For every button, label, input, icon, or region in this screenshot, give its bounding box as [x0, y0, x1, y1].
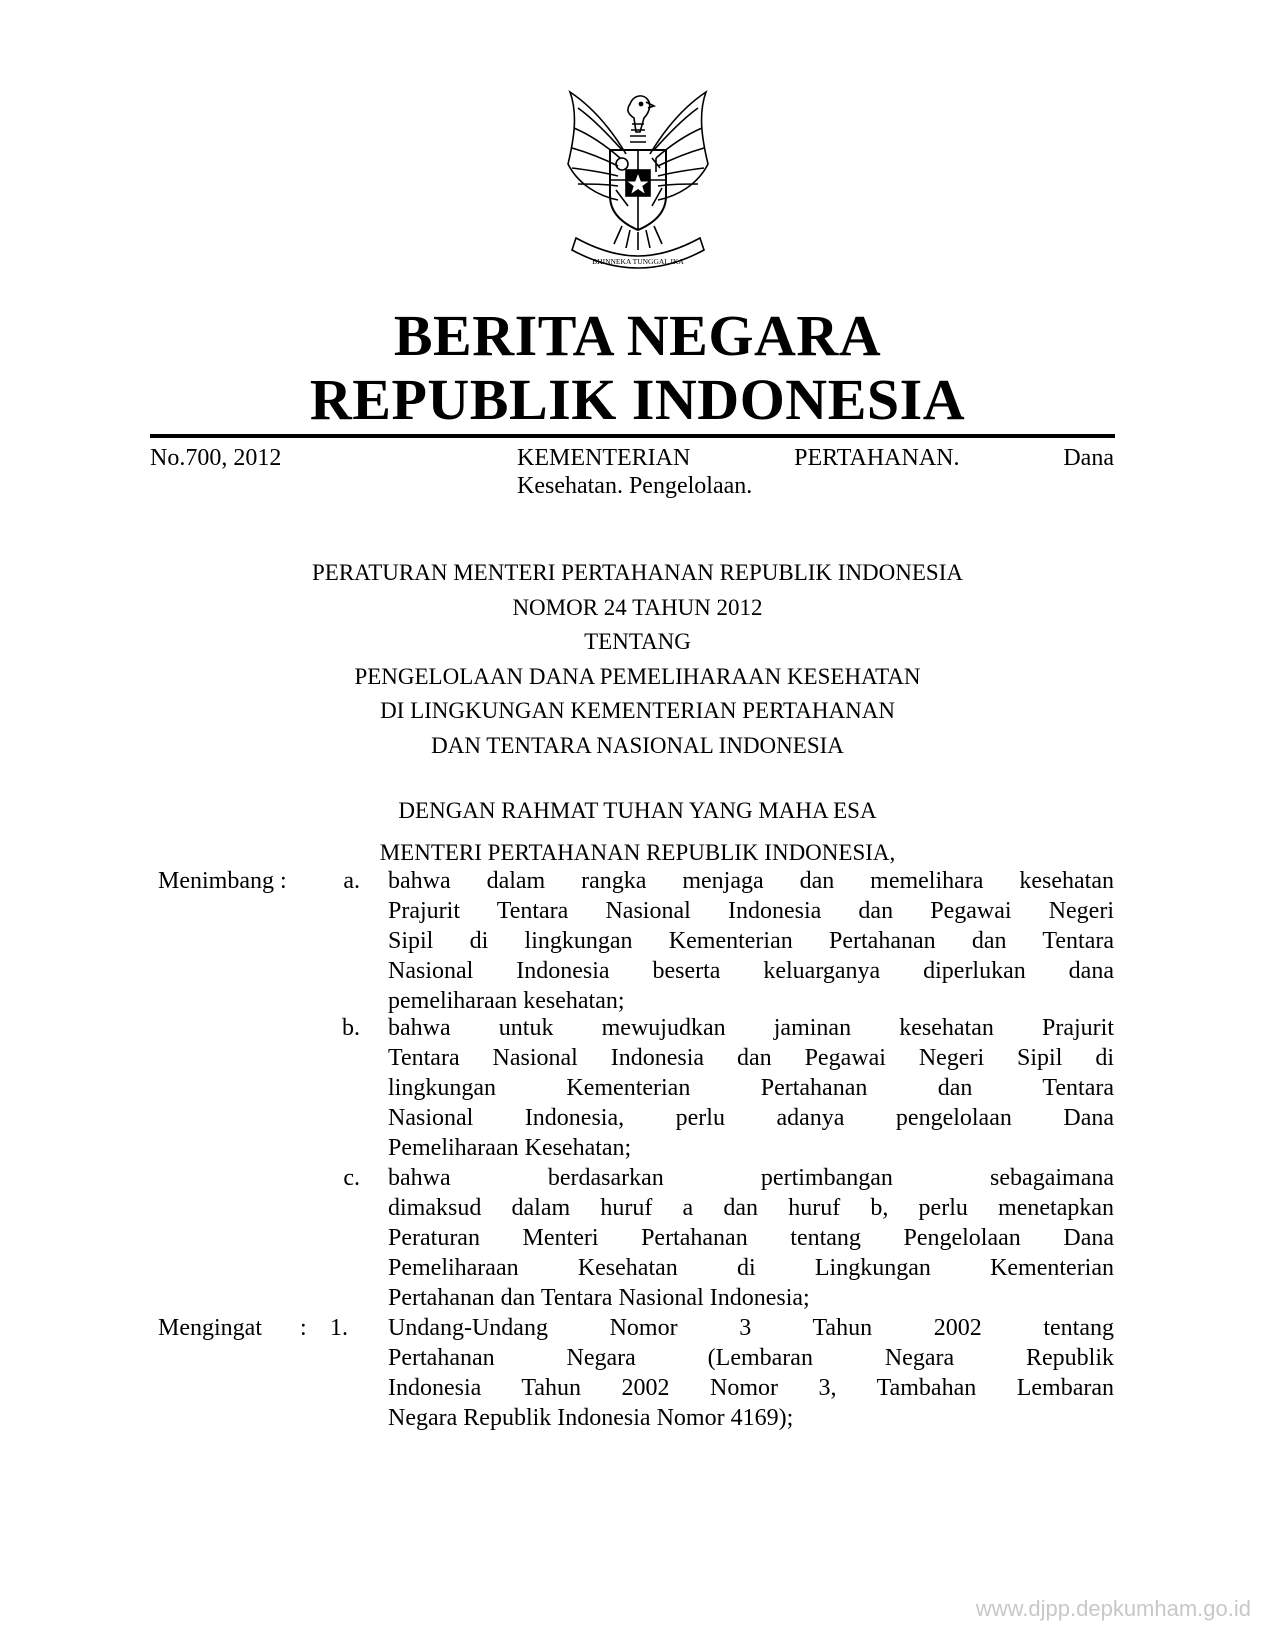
- title-line: NOMOR 24 TAHUN 2012: [512, 594, 763, 620]
- masthead-line-2: REPUBLIK INDONESIA: [309, 367, 966, 432]
- watermark-url: www.djpp.depkumham.go.id: [975, 1596, 1251, 1621]
- preamble: [0, 790, 1275, 874]
- emblem-motto: BHINNEKA TUNGGAL IKA: [592, 257, 684, 266]
- mengingat-marker: 1.: [330, 1315, 348, 1341]
- mengingat-item-1: [388, 1313, 1114, 1433]
- text-line: Pertahanan dan Tentara Nasional Indonesia;: [388, 1285, 810, 1311]
- mengingat-colon: :: [300, 1315, 307, 1341]
- masthead: [0, 304, 1275, 432]
- issue-subject-word: Dana: [1063, 445, 1114, 471]
- text-line: Nasional Indonesia beserta keluarganya diperlukan dana: [388, 958, 1114, 984]
- text-line: bahwa untuk mewujudkan jaminan kesehatan Prajurit: [388, 1015, 1114, 1041]
- text-line: Tentara Nasional Indonesia dan Pegawai Negeri Sipil di: [388, 1045, 1114, 1071]
- mengingat-label: Mengingat: [158, 1315, 262, 1341]
- menimbang-marker: a.: [343, 868, 360, 894]
- regulation-title: [0, 556, 1275, 763]
- text-line: Prajurit Tentara Nasional Indonesia dan Pegawai Negeri: [388, 898, 1114, 924]
- text-line: Indonesia Tahun 2002 Nomor 3, Tambahan Lembaran: [388, 1375, 1114, 1401]
- menimbang-item-b: [388, 1013, 1114, 1163]
- masthead-rule: [150, 434, 1115, 438]
- text-line: lingkungan Kementerian Pertahanan dan Tentara: [388, 1075, 1114, 1101]
- menimbang-marker: c.: [343, 1165, 360, 1191]
- text-line: Negara Republik Indonesia Nomor 4169);: [388, 1405, 794, 1431]
- text-line: Undang-Undang Nomor 3 Tahun 2002 tentang: [388, 1315, 1114, 1341]
- preamble-line: MENTERI PERTAHANAN REPUBLIK INDONESIA,: [379, 840, 896, 865]
- text-line: Pemeliharaan Kesehatan di Lingkungan Kementerian: [388, 1255, 1114, 1281]
- garuda-pancasila-emblem-icon: [548, 84, 728, 276]
- issue-subject-line-2: Kesehatan. Pengelolaan.: [517, 473, 753, 499]
- menimbang-item-c: [388, 1163, 1114, 1313]
- text-line: Nasional Indonesia, perlu adanya pengelolaan Dana: [388, 1105, 1114, 1131]
- text-line: Pertahanan Negara (Lembaran Negara Republik: [388, 1345, 1114, 1371]
- title-line: TENTANG: [584, 629, 691, 654]
- text-line: Sipil di lingkungan Kementerian Pertahanan dan Tentara: [388, 928, 1114, 954]
- text-line: Pemeliharaan Kesehatan;: [388, 1135, 632, 1161]
- text-line: dimaksud dalam huruf a dan huruf b, perlu menetapkan: [388, 1195, 1114, 1221]
- preamble-line: DENGAN RAHMAT TUHAN YANG MAHA ESA: [398, 798, 877, 823]
- title-line: PERATURAN MENTERI PERTAHANAN REPUBLIK INDONESIA: [312, 560, 963, 585]
- menimbang-item-a: [388, 866, 1114, 1016]
- menimbang-label: Menimbang :: [158, 868, 287, 894]
- title-line: DAN TENTARA NASIONAL INDONESIA: [431, 732, 844, 758]
- text-line: pemeliharaan kesehatan;: [388, 988, 625, 1014]
- issue-subject: [517, 444, 1114, 500]
- menimbang-marker: b.: [342, 1015, 360, 1041]
- issue-subject-word: PERTAHANAN.: [794, 445, 960, 471]
- issue-subject-word: KEMENTERIAN: [517, 445, 691, 471]
- issue-number: No.700, 2012: [150, 445, 282, 471]
- title-line: PENGELOLAAN DANA PEMELIHARAAN KESEHATAN: [354, 663, 921, 689]
- text-line: bahwa dalam rangka menjaga dan memelihara kesehatan: [388, 868, 1114, 894]
- text-line: bahwa berdasarkan pertimbangan sebagaimana: [388, 1165, 1114, 1191]
- text-line: Peraturan Menteri Pertahanan tentang Pengelolaan Dana: [388, 1225, 1114, 1251]
- title-line: DI LINGKUNGAN KEMENTERIAN PERTAHANAN: [380, 698, 895, 723]
- masthead-line-1: BERITA NEGARA: [393, 303, 882, 368]
